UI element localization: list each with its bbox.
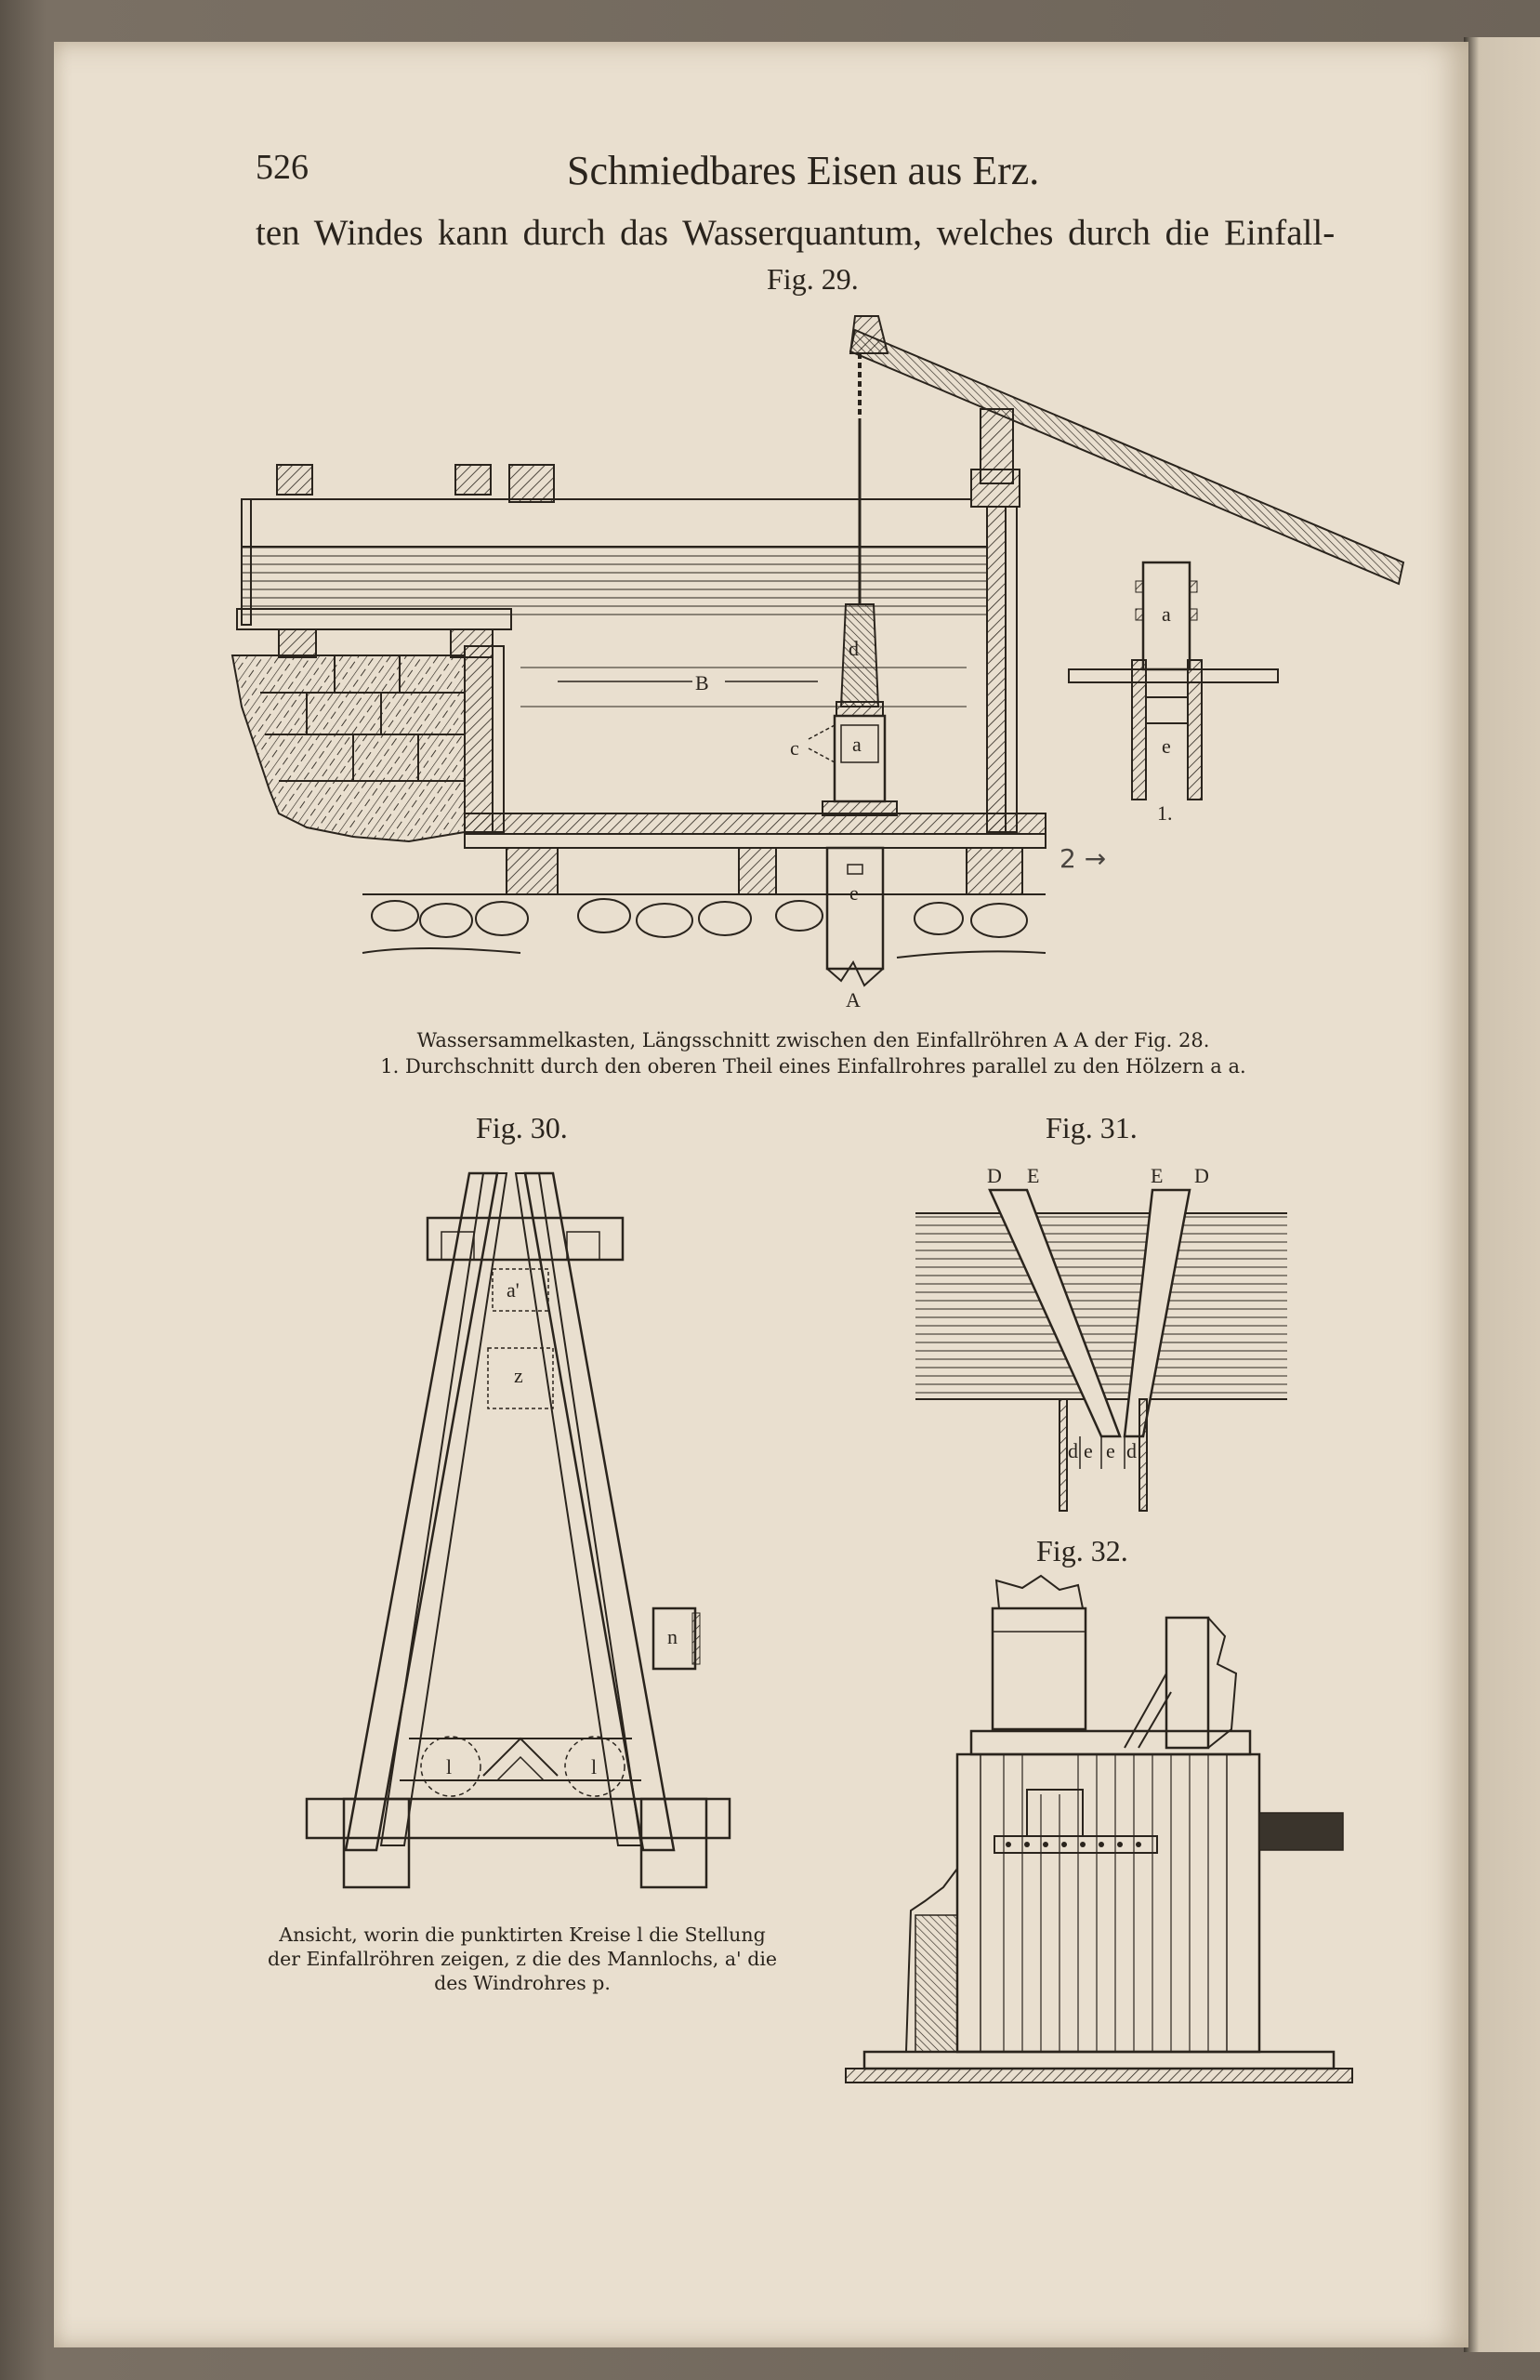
fig31-letter-d1: d	[1068, 1439, 1078, 1462]
fig29-inset-letter-a: a	[1162, 602, 1171, 626]
fig29-label: Fig. 29.	[767, 262, 859, 296]
fig31-letter-E1: E	[1027, 1164, 1040, 1187]
fig29-letter-d: d	[849, 637, 859, 660]
page-number: 526	[256, 148, 309, 187]
fig31-letter-D1: D	[987, 1164, 1002, 1187]
fig31-label: Fig. 31.	[1046, 1111, 1138, 1144]
fig32-body	[957, 1731, 1259, 2052]
fig29-caption-line2: 1. Durchschnitt durch den oberen Theil eines Einfallrohres parallel zu den Hölzern a a.	[380, 1055, 1246, 1078]
fig29-inset-number: 1.	[1157, 801, 1173, 825]
fig30-caption: Ansicht, worin die punktirten Kreise l die Stellung der Einfallröhren zeigen, z die des Mannlochs, a' die des Windrohres p.	[267, 1924, 778, 1994]
fig31-letter-e2: e	[1106, 1439, 1115, 1462]
fig29-inset-letter-e: e	[1162, 734, 1171, 758]
fig32-base	[846, 2052, 1352, 2082]
fig32-side-wall	[906, 1813, 1343, 2052]
running-title: Schmiedbares Eisen aus Erz.	[567, 148, 1040, 193]
fig31-letter-E2: E	[1151, 1164, 1164, 1187]
fig30-letter-l1: l	[446, 1755, 453, 1778]
fig29-letter-A: A	[846, 988, 861, 1012]
fig29-letter-c: c	[790, 736, 799, 760]
fig30-letter-n: n	[667, 1625, 678, 1648]
body-text-line: ten Windes kann durch das Wasserquantum, welches durch die Einfall-	[256, 213, 1336, 253]
fig29-letter-e: e	[849, 881, 859, 905]
fig30-letter-l2: l	[591, 1755, 598, 1778]
fig29-letter-B: B	[695, 671, 709, 694]
fig29-letter-a: a	[852, 733, 862, 756]
pencil-note: 2 →	[1060, 843, 1107, 874]
fig31-letter-D2: D	[1194, 1164, 1209, 1187]
fig32-chimney	[993, 1576, 1086, 1729]
fig31-letter-e1: e	[1084, 1439, 1093, 1462]
fig31-letter-d2: d	[1126, 1439, 1137, 1462]
fig32-label: Fig. 32.	[1036, 1534, 1128, 1567]
fig30-letter-z: z	[514, 1364, 523, 1387]
fig29-caption-line1: Wassersammelkasten, Längsschnitt zwischen den Einfallröhren A A der Fig. 28.	[416, 1029, 1210, 1051]
fig30-letter-a-prime: a'	[507, 1278, 520, 1302]
fig30-label: Fig. 30.	[476, 1111, 568, 1144]
fig32-side-post	[1125, 1618, 1236, 1748]
